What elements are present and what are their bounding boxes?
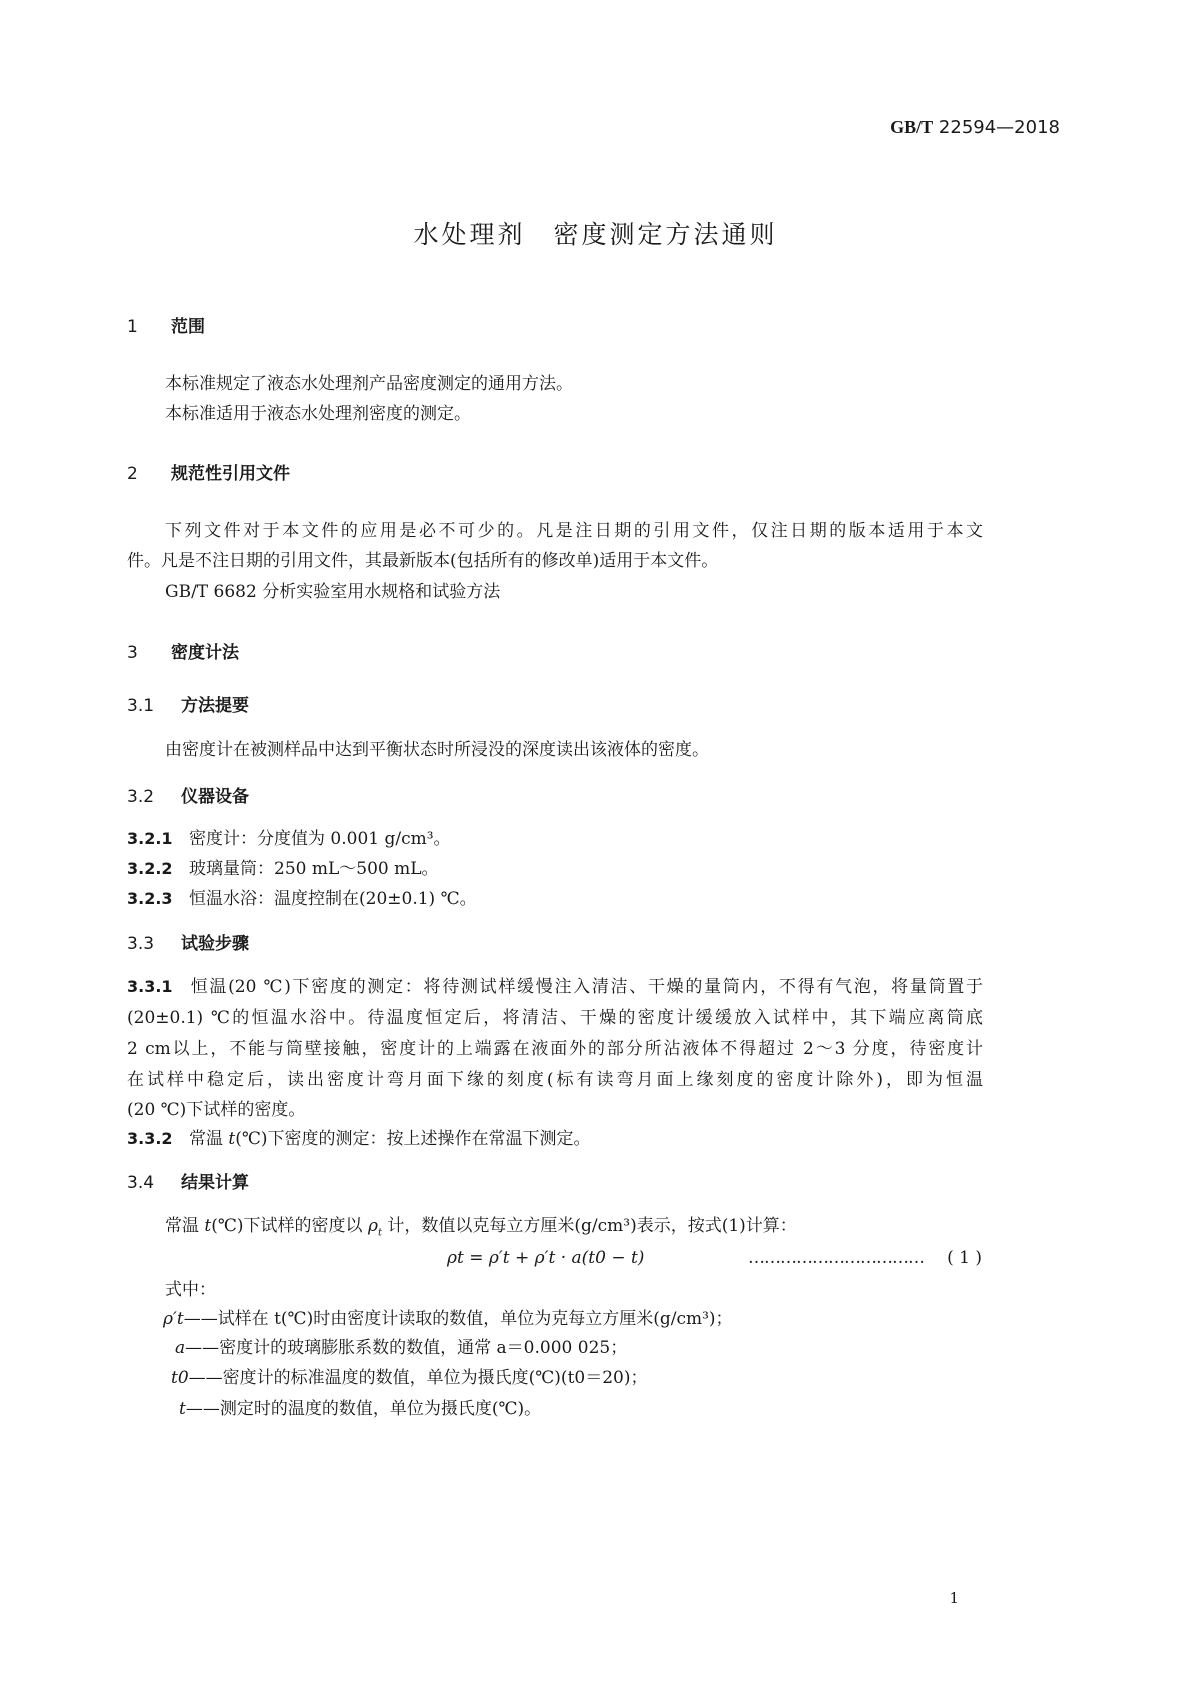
section-2-paragraph-line-2: 件。凡是不注日期的引用文件，其最新版本(包括所有的修改单)适用于本文件。 [127,551,719,571]
subsection-3-3-heading: 3.3 试验步骤 [127,934,249,954]
section-2-heading: 2 规范性引用文件 [127,464,290,484]
formula-number: ( 1 ) [947,1248,982,1268]
item-3-2-3: 3.2.3 恒温水浴：温度控制在(20±0.1) ℃。 [127,889,477,909]
subsection-3-1-heading: 3.1 方法提要 [127,696,249,716]
section-1-heading: 1 范围 [127,317,205,337]
item-3-2-1: 3.2.1 密度计：分度值为 0.001 g/cm³。 [127,829,451,849]
normative-reference: GB/T 6682 分析实验室用水规格和试验方法 [165,582,501,602]
definition-a: a——密度计的玻璃膨胀系数的数值，通常 a＝0.000 025； [175,1338,628,1358]
item-3-3-1-line-4: 在试样中稳定后，读出密度计弯月面下缘的刻度(标有读弯月面上缘刻度的密度计除外)，即为恒温 [127,1070,983,1090]
subsection-3-4-heading: 3.4 结果计算 [127,1173,249,1193]
definition-t0: t0——密度计的标准温度的数值，单位为摄氏度(℃)(t0＝20)； [171,1368,648,1388]
where-label: 式中： [165,1280,216,1300]
item-3-3-1-line-5: (20 ℃)下试样的密度。 [127,1100,306,1120]
subsection-3-2-heading: 3.2 仪器设备 [127,787,249,807]
page-number: 1 [949,1589,959,1607]
document-title: 水处理剂 密度测定方法通则 [413,220,778,249]
subsection-3-1-text: 由密度计在被测样品中达到平衡状态时所浸没的深度读出该液体的密度。 [165,740,709,760]
item-3-2-2: 3.2.2 玻璃量筒：250 mL～500 mL。 [127,859,439,879]
section-2-paragraph-line-1: 下列文件对于本文件的应用是必不可少的。凡是注日期的引用文件，仅注日期的版本适用于本文 [165,521,983,541]
standard-code [890,118,1060,137]
section-1-paragraph-1: 本标准规定了液态水处理剂产品密度测定的通用方法。 [165,374,573,394]
item-3-3-1-line-2: (20±0.1) ℃的恒温水浴中。待温度恒定后，将清洁、干燥的密度计缓缓放入试样中，其下端应离筒底 [127,1008,983,1028]
item-3-3-1-line-1: 3.3.1 恒温(20 ℃)下密度的测定：将待测试样缓慢注入清洁、干燥的量筒内，不得有气泡，将量筒置于 [127,977,983,997]
formula-1: ρt = ρ′t + ρ′t · a(t0 − t) [447,1248,645,1268]
section-1-paragraph-2: 本标准适用于液态水处理剂密度的测定。 [165,404,471,424]
item-3-3-2: 3.3.2 常温 t(℃)下密度的测定：按上述操作在常温下测定。 [127,1129,591,1149]
result-intro: 常温 t(℃)下试样的密度以 $\rho_t$ 计，数值以克每立方厘米(g/cm³)表示，按式(1)计算： [165,1216,797,1239]
formula-leader-dots: …………………………… [748,1248,924,1268]
section-3-heading: 3 密度计法 [127,643,239,663]
definition-rho-prime-t: ρ′t——试样在 t(℃)时由密度计读取的数值，单位为克每立方厘米(g/cm³)； [163,1309,733,1329]
standard-code-prefix: GB/T [890,117,934,137]
standard-code-number: 22594—2018 [938,117,1060,138]
definition-t: t——测定时的温度的数值，单位为摄氏度(℃)。 [179,1399,542,1419]
item-3-3-1-line-3: 2 cm以上，不能与筒壁接触，密度计的上端露在液面外的部分所沾液体不得超过 2～3 分度，待密度计 [127,1039,983,1059]
